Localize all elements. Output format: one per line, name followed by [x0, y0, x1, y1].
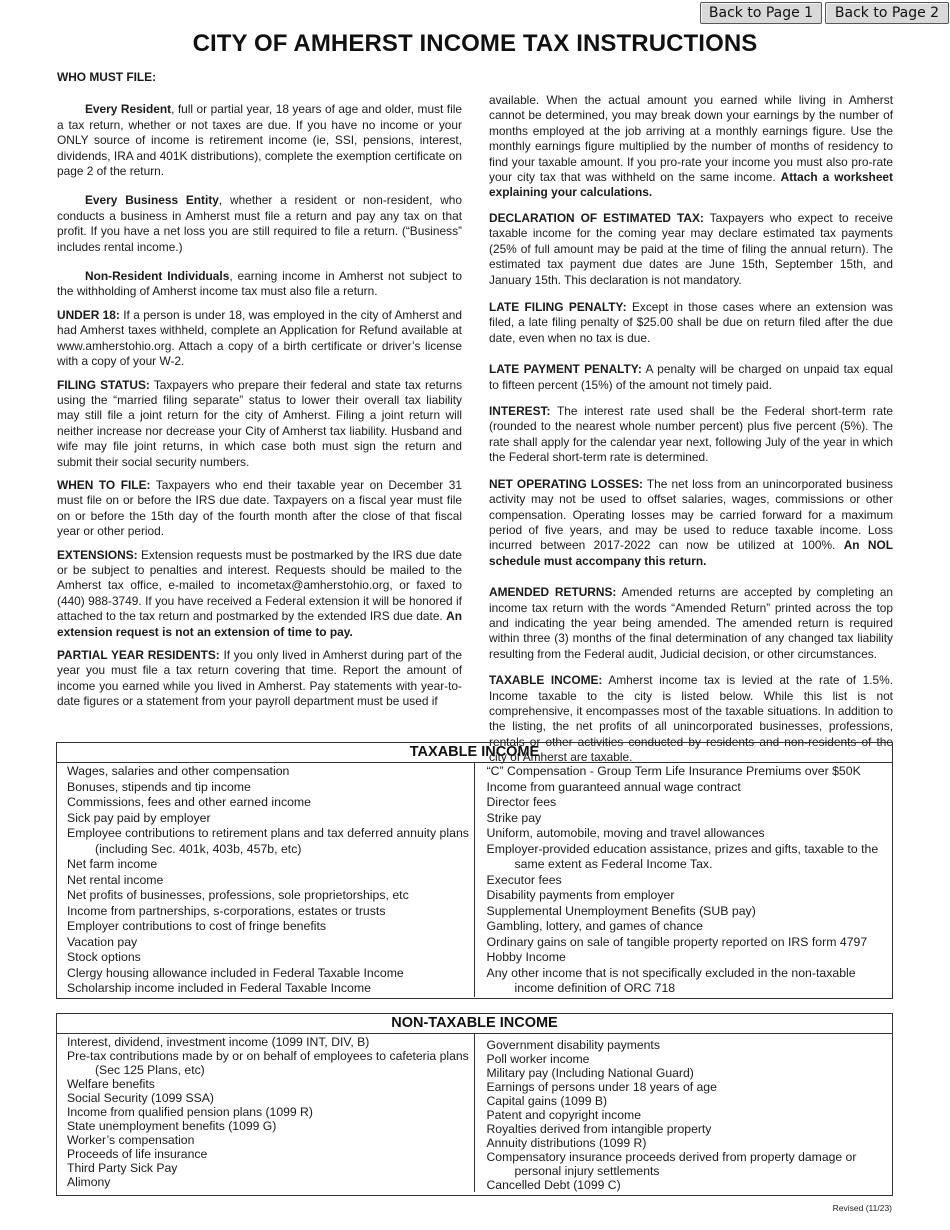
- taxable-income-item: Wages, salaries and other compensation: [67, 764, 290, 778]
- when-to-file-text: Taxpayers who end their taxable year on December 31 must file on or before the IRS due date. Taxpayers on a fiscal year must file on or before the 15th day of the fourth month after the close of that fiscal year or other period.: [57, 477, 462, 539]
- taxable-income-item: Stock options: [67, 950, 141, 964]
- taxable-left-column: [57, 763, 475, 997]
- taxable-income-item: Any other income that is not specifically excluded in the non-taxable income definition of ORC 718: [486, 965, 856, 995]
- nol-paragraph: [489, 477, 893, 569]
- extensions-text: Extension requests must be postmarked by the IRS due date or be subject to penalties and interest. Requests should be mailed to the Amherst tax office, e-mailed to incometax@amherstohio.org, or faxed to (440) 988-3749. If you have received a Federal extension it will be honored if attached to the tax return and postmarked by the extended IRS due date.: [57, 547, 462, 624]
- late-filing-text: Except in those cases where an extension was filed, a late filing penalty of $25.00 shall be due on return filed after the due date, even when no tax is due.: [489, 300, 893, 345]
- taxable-income-heading: TAXABLE INCOME: [57, 743, 892, 763]
- taxable-income-item: Uniform, automobile, moving and travel allowances: [486, 826, 765, 840]
- every-resident-paragraph: [57, 102, 462, 179]
- taxable-income-item: Vacation pay: [67, 934, 138, 949]
- non-taxable-income-item: Compensatory insurance proceeds derived from property damage or personal injury settlements: [486, 1150, 857, 1178]
- taxable-income-item: Employee contributions to retirement plans and tax deferred annuity plans (including Sec. 401k, 403b, 457b, etc): [67, 826, 469, 856]
- who-must-file-heading: WHO MUST FILE:: [57, 70, 157, 84]
- taxable-income-item: Disability payments from employer: [486, 888, 675, 902]
- left-column: [57, 70, 462, 718]
- taxable-income-item: “C” Compensation - Group Term Life Insurance Premiums over $50K: [486, 764, 861, 778]
- taxable-income-item: Sick pay paid by employer: [67, 810, 211, 825]
- late-payment-label: LATE PAYMENT PENALTY:: [489, 362, 642, 377]
- taxable-income-item: Bonuses, stipends and tip income: [67, 779, 251, 794]
- every-resident-text: , full or partial year, 18 years of age and older, must file a tax return, whether or not taxes are due. If you have no income or your ONLY source of income is retirement income (ie, SSI, pensions, interest, dividends, IRA and 401K distributions), complete the exemption certificate on page 2 of the return.: [57, 102, 462, 179]
- partial-year-continued-text: available. When the actual amount you earned while living in Amherst cannot be determined, you may break down your earnings by the number of months employed at the job arriving at a monthly earnings figure. Use the monthly earnings figure multiplied by the number of months of residency to find your taxable amount. If you pro-rate your income you must also pro-rate your city tax that was withheld on the same income.: [489, 93, 893, 185]
- taxable-income-label: TAXABLE INCOME:: [489, 673, 603, 688]
- under-18-text: If a person is under 18, was employed in the city of Amherst and had Amherst taxes withheld, complete an Application for Refund available at www.amherstohio.org. Attach a copy of a birth certificate or driver’s license with a copy of your W-2.: [57, 307, 462, 369]
- interest-label: INTEREST:: [489, 404, 551, 419]
- taxable-income-item: Commissions, fees and other earned income: [67, 795, 312, 809]
- every-resident-label: Every Resident: [85, 102, 172, 117]
- late-payment-paragraph: [489, 362, 893, 393]
- filing-status-label: FILING STATUS:: [57, 377, 150, 392]
- non-taxable-income-item: Annuity distributions (1099 R): [486, 1136, 647, 1150]
- late-payment-text: A penalty will be charged on unpaid tax equal to fifteen percent (15%) of the amount not timely paid.: [489, 362, 893, 392]
- taxable-income-item: Scholarship income included in Federal Taxable Income: [67, 981, 371, 995]
- non-taxable-income-item: Capital gains (1099 B): [486, 1094, 608, 1108]
- every-business-text: , whether a resident or non-resident, who conducts a business in Amherst must file a return and pay any tax on that profit. If you have a net loss you are still required to file a return. (“Business” includes rental income.): [57, 193, 463, 254]
- back-to-page-2-button[interactable]: Back to Page 2: [825, 2, 949, 24]
- filing-status-text: Taxpayers who prepare their federal and state tax returns using the “married filing separate” status to lower their overall tax liability may still file a joint return for the city of Amherst. Filing a joint return will neither increase nor decrease your City of Amherst tax liability. Husband and wife may file joint returns, in which case both must sign the return and submit their social security numbers.: [57, 377, 463, 469]
- nol-text: The net loss from an unincorporated business activity may not be used to offset salaries, wages, commissions or other compensation. Operating losses may be carried forward for a maximum period of five years, and may be used to reduce taxable income. Loss incurred between 2017-2022 can now be utilized at 100%.: [489, 476, 894, 553]
- amended-paragraph: [489, 585, 893, 662]
- taxable-income-item: Net rental income: [67, 872, 164, 887]
- taxable-income-item: Net farm income: [67, 857, 158, 871]
- estimated-tax-text: Taxpayers who expect to receive taxable income for the coming year may declare estimated tax payments (25% of full amount may be paid at the time of filing the annual return). The estimated tax payment due dates are June 15th, September 15th, and January 15th. This declaration is not mandatory.: [489, 211, 893, 287]
- non-taxable-income-item: Government disability payments: [486, 1038, 660, 1052]
- nol-bold-note: An NOL schedule must accompany this return.: [489, 538, 893, 568]
- non-taxable-income-item: Interest, dividend, investment income (1099 INT, DIV, B): [67, 1035, 370, 1049]
- extensions-paragraph: [57, 548, 462, 640]
- taxable-income-item: Income from guaranteed annual wage contract: [486, 779, 741, 794]
- late-filing-label: LATE FILING PENALTY:: [489, 300, 627, 315]
- under-18-label: UNDER 18:: [57, 307, 120, 322]
- non-taxable-income-item: Welfare benefits: [67, 1077, 155, 1091]
- taxable-income-item: Net profits of businesses, professions, sole proprietorships, etc: [67, 888, 409, 902]
- non-taxable-income-item: Poll worker income: [486, 1052, 590, 1066]
- when-to-file-paragraph: [57, 478, 462, 540]
- taxable-income-item: Director fees: [486, 795, 557, 809]
- extensions-bold-note: An extension request is not an extension of time to pay.: [57, 609, 462, 639]
- partial-year-label: PARTIAL YEAR RESIDENTS:: [57, 648, 220, 662]
- non-taxable-income-item: Worker’s compensation: [67, 1133, 195, 1147]
- non-taxable-income-item: Military pay (Including National Guard): [486, 1066, 694, 1080]
- interest-paragraph: [489, 404, 893, 466]
- non-taxable-income-item: State unemployment benefits (1099 G): [67, 1119, 277, 1133]
- nol-label: NET OPERATING LOSSES:: [489, 476, 644, 491]
- non-taxable-income-item: Royalties derived from intangible property: [486, 1122, 712, 1136]
- taxable-income-item: Employer contributions to cost of fringe benefits: [67, 919, 327, 933]
- partial-year-continued: [489, 93, 893, 201]
- every-business-label: Every Business Entity: [85, 193, 219, 208]
- back-to-page-1-button[interactable]: Back to Page 1: [700, 2, 822, 24]
- non-taxable-income-item: Patent and copyright income: [486, 1108, 641, 1122]
- extensions-label: EXTENSIONS:: [57, 547, 138, 562]
- page-title: CITY OF AMHERST INCOME TAX INSTRUCTIONS: [192, 30, 758, 57]
- non-taxable-income-heading: NON-TAXABLE INCOME: [57, 1014, 892, 1034]
- estimated-tax-label: DECLARATION OF ESTIMATED TAX:: [489, 211, 704, 225]
- estimated-tax-paragraph: [489, 211, 893, 288]
- non-taxable-left-column: [57, 1034, 475, 1192]
- partial-year-paragraph: [57, 648, 462, 710]
- interest-text: The interest rate used shall be the Federal short-term rate (rounded to the nearest whole number percent) plus five percent (5%). The rate shall apply for the calendar year next, following July of the year in which the Federal short-term rate is determined.: [489, 404, 893, 465]
- taxable-income-item: Hobby Income: [486, 950, 566, 964]
- taxable-income-item: Employer-provided education assistance, prizes and gifts, taxable to the same extent as Federal Income Tax.: [486, 841, 879, 871]
- non-resident-label: Non-Resident Individuals: [85, 269, 230, 284]
- non-taxable-income-item: Earnings of persons under 18 years of age: [486, 1080, 717, 1094]
- when-to-file-label: WHEN TO FILE:: [57, 477, 151, 492]
- non-taxable-income-item: Proceeds of life insurance: [67, 1147, 208, 1161]
- non-taxable-income-table: [56, 1013, 893, 1196]
- taxable-income-table: [56, 742, 893, 999]
- partial-year-text: If you only lived in Amherst during part of the year you must file a tax return covering that time. Report the amount of income you earned while you lived in Amherst. Pay statements with year-to-date figures or a statement from your payroll department must be used if: [57, 648, 462, 709]
- taxable-income-item: Clergy housing allowance included in Federal Taxable Income: [67, 965, 404, 980]
- taxable-income-item: Ordinary gains on sale of tangible property reported on IRS form 4797: [486, 934, 868, 949]
- non-taxable-income-item: Pre-tax contributions made by or on behalf of employees to cafeteria plans (Sec 125 Plans, etc): [67, 1049, 469, 1077]
- taxable-income-item: Executor fees: [486, 872, 562, 887]
- non-resident-text: , earning income in Amherst not subject to the withholding of Amherst income tax must also file a return.: [57, 269, 462, 299]
- non-taxable-income-item: Social Security (1099 SSA): [67, 1091, 214, 1105]
- right-column-continued: [489, 211, 893, 774]
- non-taxable-right-column: [475, 1034, 893, 1192]
- filing-status-paragraph: [57, 378, 462, 470]
- amended-text: Amended returns are accepted by completing an income tax return with the words “Amended Return” printed across the top and indicating the year being amended. The amended return is required within three (3) months of the final determination of any changed tax liability resulting from the Federal audit, Judicial decision, or other circumstances.: [489, 585, 893, 661]
- taxable-income-item: Income from partnerships, s-corporations, estates or trusts: [67, 903, 386, 918]
- non-taxable-income-item: Alimony: [67, 1175, 111, 1189]
- non-resident-paragraph: [57, 269, 462, 300]
- non-taxable-income-item: Third Party Sick Pay: [67, 1161, 178, 1175]
- taxable-income-text: Amherst income tax is levied at the rate of 1.5%. Income taxable to the city is listed below. While this list is not comprehensive, it encompasses most of the taxable situations. In addition to the listing, the net profits of all unincorporated businesses, professions, rentals or other activities conducted by residents and non-residents of the city of Amherst are taxable.: [489, 673, 894, 765]
- late-filing-paragraph: [489, 300, 893, 346]
- non-taxable-income-item: Income from qualified pension plans (1099 R): [67, 1105, 313, 1119]
- every-business-paragraph: [57, 193, 462, 255]
- right-column: [489, 93, 893, 209]
- under-18-paragraph: [57, 308, 462, 370]
- taxable-income-item: Gambling, lottery, and games of chance: [486, 919, 703, 933]
- partial-year-bold-note-continued: Attach a worksheet explaining your calculations.: [489, 170, 894, 200]
- revised-date: Revised (11/23): [832, 1203, 892, 1213]
- amended-label: AMENDED RETURNS:: [489, 585, 617, 600]
- non-taxable-income-item: Cancelled Debt (1099 C): [486, 1178, 621, 1192]
- taxable-income-item: Supplemental Unemployment Benefits (SUB pay): [486, 903, 756, 918]
- taxable-right-column: [475, 763, 893, 997]
- taxable-income-item: Strike pay: [486, 810, 542, 825]
